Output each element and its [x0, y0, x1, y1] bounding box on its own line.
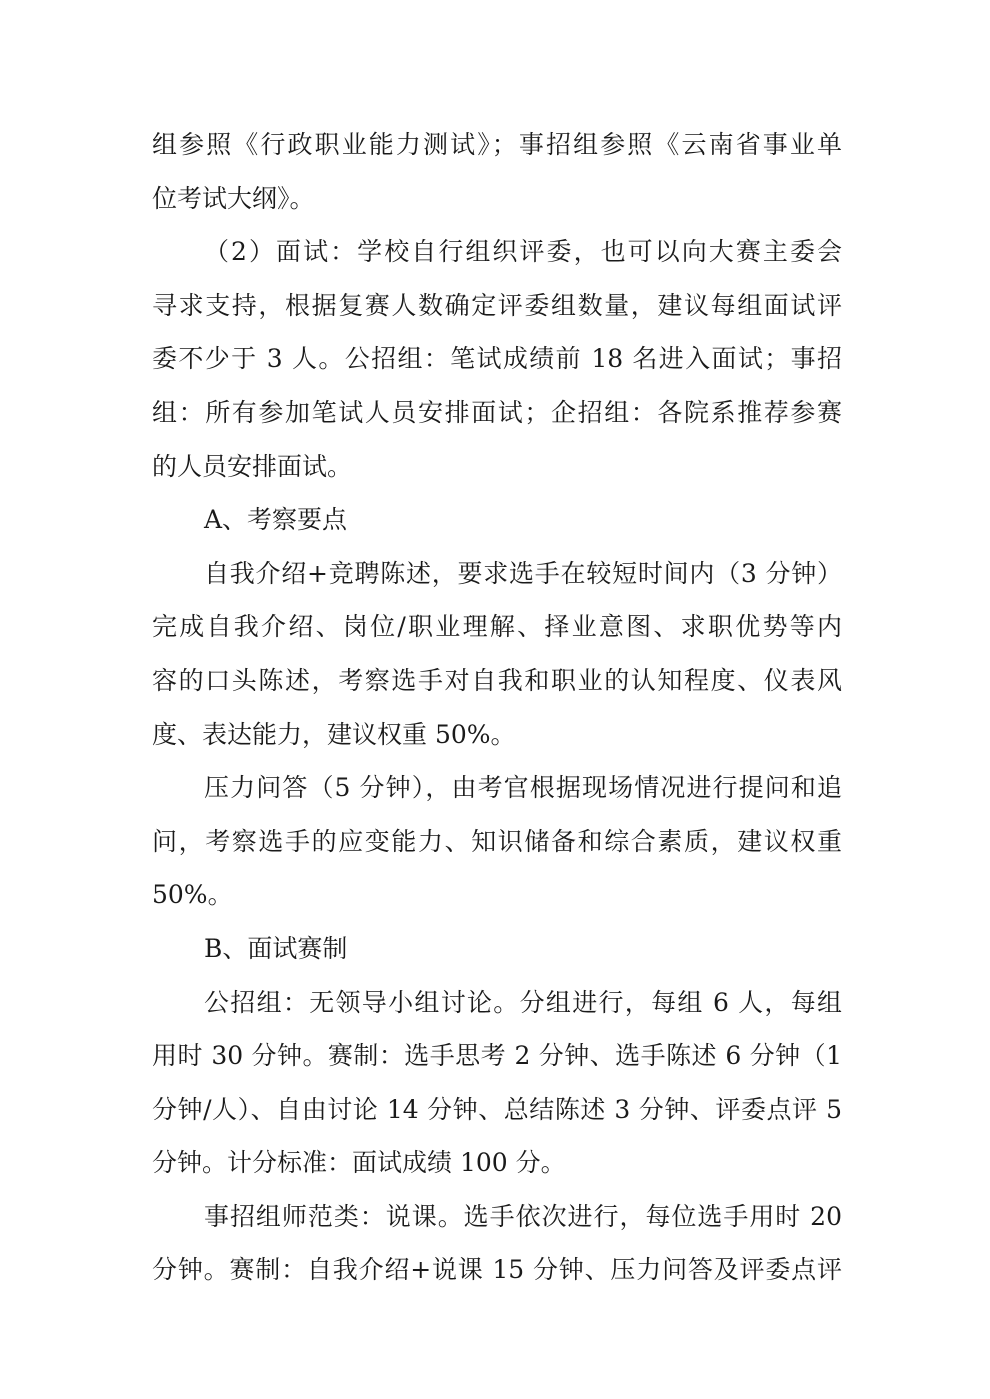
text-line-21: 事招组师范类：说课。选手依次进行，每位选手用时 20 — [204, 1201, 842, 1231]
text-line-17: 公招组：无领导小组讨论。分组进行，每组 6 人，每组 — [204, 987, 842, 1017]
text-line-2: 位考试大纲》。 — [152, 183, 315, 213]
text-line-14: 问，考察选手的应变能力、知识储备和综合素质，建议权重 — [152, 826, 842, 856]
text-line-5: 委不少于 3 人。公招组：笔试成绩前 18 名进入面试；事招 — [152, 344, 842, 374]
text-line-6: 组：所有参加笔试人员安排面试；企招组：各院系推荐参赛 — [152, 397, 842, 427]
document-body — [152, 118, 842, 1297]
text-line-9: 自我介绍+竞聘陈述，要求选手在较短时间内（3 分钟） — [204, 558, 842, 588]
text-line-11: 容的口头陈述，考察选手对自我和职业的认知程度、仪表风 — [152, 665, 842, 695]
section-heading-b: B、面试赛制 — [204, 933, 348, 963]
text-line-1: 组参照《行政职业能力测试》；事招组参照《云南省事业单 — [152, 130, 842, 159]
text-line-15: 50%。 — [152, 880, 233, 910]
text-line-22: 分钟。赛制：自我介绍+说课 15 分钟、压力问答及评委点评 — [152, 1255, 842, 1285]
text-line-12: 度、表达能力，建议权重 50%。 — [152, 719, 516, 749]
text-line-10: 完成自我介绍、岗位/职业理解、择业意图、求职优势等内 — [152, 612, 842, 642]
text-line-13: 压力问答（5 分钟），由考官根据现场情况进行提问和追 — [204, 773, 842, 803]
text-line-18: 用时 30 分钟。赛制：选手思考 2 分钟、选手陈述 6 分钟（1 — [152, 1041, 842, 1071]
section-heading-a: A、考察要点 — [204, 505, 348, 535]
text-line-20: 分钟。计分标准：面试成绩 100 分。 — [152, 1148, 566, 1178]
text-line-7: 的人员安排面试。 — [152, 451, 353, 481]
text-line-3: （2）面试：学校自行组织评委，也可以向大赛主委会 — [204, 237, 842, 267]
text-line-4: 寻求支持，根据复赛人数确定评委组数量，建议每组面试评 — [152, 290, 842, 320]
text-line-19: 分钟/人）、自由讨论 14 分钟、总结陈述 3 分钟、评委点评 5 — [152, 1094, 842, 1124]
